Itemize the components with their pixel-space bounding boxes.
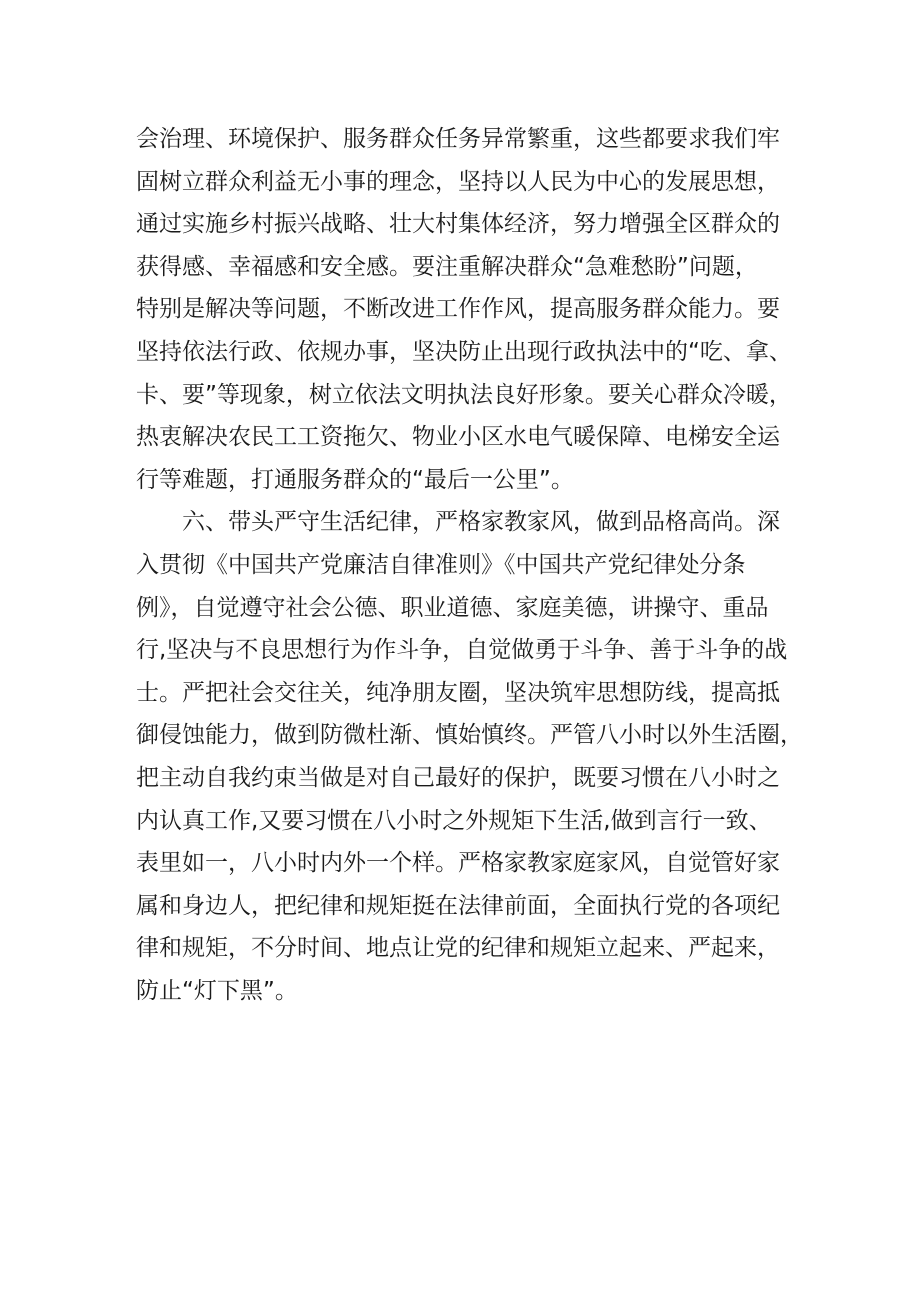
text-line: 把主动自我约束当做是对自己最好的保护，既要习惯在八小时之 [136, 764, 780, 791]
text-line: 坚持依法行政、依规办事，坚决防止出现行政执法中的“吃、拿、 [136, 338, 792, 365]
text-line: 防止“灯下黑”。 [136, 977, 298, 1004]
text-line: 特别是解决等问题，不断改进工作作风，提高服务群众能力。要 [136, 296, 780, 323]
text-line: 通过实施乡村振兴战略、壮大村集体经济，努力增强全区群众的 [136, 211, 780, 238]
body-text [136, 118, 803, 1012]
text-line: 卡、要”等现象，树立依法文明执法良好形象。要关心群众冷暖， [136, 381, 792, 408]
text-line: 行等难题，打通服务群众的“最后一公里”。 [136, 466, 574, 493]
text-line: 入贯彻《中国共产党廉洁自律准则》《中国共产党纪律处分条 [136, 551, 746, 578]
text-line: 六、带头严守生活纪律，严格家教家风，做到品格高尚。深 [136, 509, 780, 536]
text-line: 内认真工作,又要习惯在八小时之外规矩下生活,做到言行一致、 [136, 807, 772, 834]
text-line: 行,坚决与不良思想行为作斗争，自觉做勇于斗争、善于斗争的战 [136, 637, 788, 664]
text-line: 表里如一，八小时内外一个样。严格家教家庭家风，自觉管好家 [136, 850, 780, 877]
text-line: 固树立群众利益无小事的理念，坚持以人民为中心的发展思想， [136, 168, 780, 195]
text-line: 获得感、幸福感和安全感。要注重解决群众“急难愁盼”问题， [136, 253, 758, 280]
text-line: 会治理、环境保护、服务群众任务异常繁重，这些都要求我们牢 [136, 126, 780, 152]
text-line: 属和身边人，把纪律和规矩挺在法律前面，全面执行党的各项纪 [136, 892, 780, 919]
text-line: 御侵蚀能力，做到防微杜渐、慎始慎终。严管八小时以外生活圈， [136, 722, 803, 749]
text-line: 士。严把社会交往关，纯净朋友圈，坚决筑牢思想防线，提高抵 [136, 679, 780, 706]
text-line: 律和规矩，不分时间、地点让党的纪律和规矩立起来、严起来， [136, 935, 780, 962]
text-line: 例》，自觉遵守社会公德、职业道德、家庭美德，讲操守、重品 [136, 594, 769, 621]
text-line: 热衷解决农民工工资拖欠、物业小区水电气暖保障、电梯安全运 [136, 424, 780, 451]
